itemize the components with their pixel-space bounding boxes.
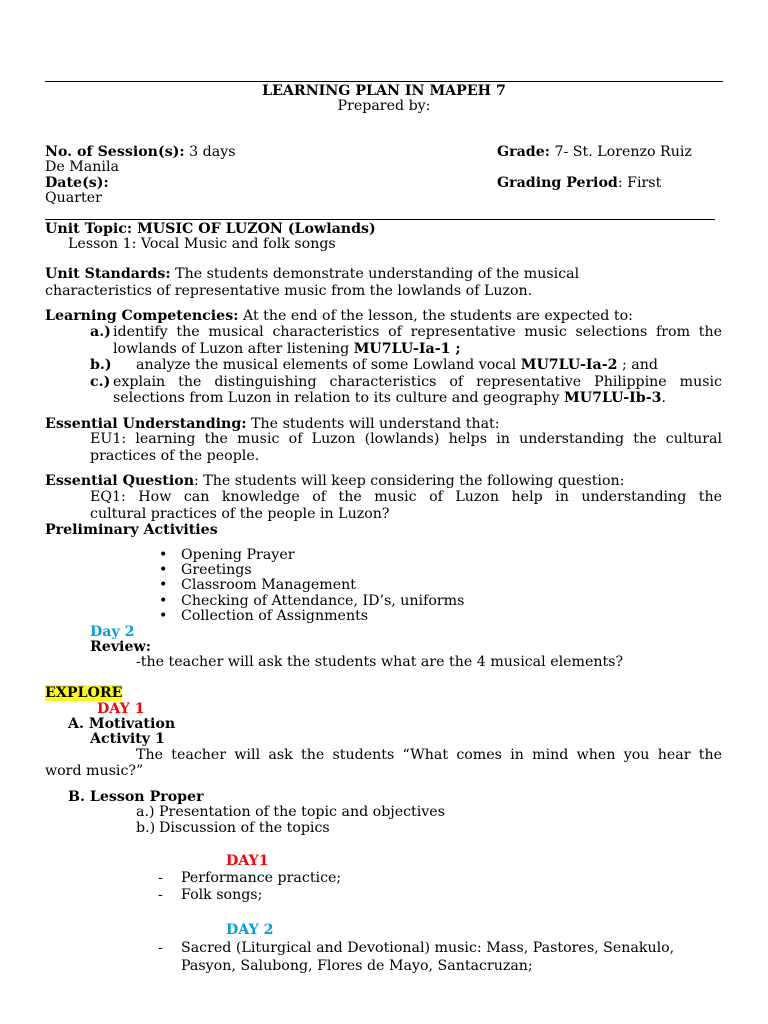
learning-competencies bbox=[45, 308, 633, 325]
competency-a-marker: a.) bbox=[90, 324, 111, 340]
competency-b-marker: b.) bbox=[90, 357, 112, 373]
day2-item-line1: Sacred (Liturgical and Devotional) music: Mass, Pastores, Senakulo, bbox=[181, 940, 675, 956]
standards-line2: characteristics of representative music from the lowlands of Luzon. bbox=[45, 283, 533, 299]
review-label: Review: bbox=[90, 639, 151, 655]
list-item: • Classroom Management bbox=[181, 577, 356, 594]
sessions-value: 3 days bbox=[184, 144, 236, 160]
list-item: Folk songs; bbox=[181, 887, 263, 903]
competency-b-text: analyze the musical elements of some Lowland vocal bbox=[136, 357, 521, 373]
list-item: • Collection of Assignments bbox=[181, 608, 368, 625]
document-title: LEARNING PLAN IN MAPEH 7 bbox=[262, 83, 506, 99]
list-item: • Opening Prayer bbox=[181, 547, 295, 564]
dates-label: Date(s): bbox=[45, 175, 109, 191]
day2-label: Day 2 bbox=[90, 624, 135, 640]
understanding-line1: EU1: learning the music of Luzon (lowlands) helps in understanding the cultural bbox=[90, 431, 722, 447]
dash-mark: - bbox=[158, 940, 163, 956]
grade-line bbox=[497, 144, 692, 161]
day2-topics-label: DAY 2 bbox=[226, 922, 274, 938]
sessions-label: No. of Session(s): bbox=[45, 144, 185, 160]
grade-continuation: De Manila bbox=[45, 159, 119, 175]
question-line2: cultural practices of the people in Luzon? bbox=[90, 506, 390, 522]
competency-c-text: selections from Luzon in relation to its culture and geography bbox=[113, 390, 565, 406]
activity-heading: Activity 1 bbox=[90, 731, 165, 747]
grade-value: 7- St. Lorenzo Ruiz bbox=[549, 144, 692, 160]
lesson-title: Lesson 1: Vocal Music and folk songs bbox=[68, 236, 336, 252]
understanding-line2: practices of the people. bbox=[90, 448, 260, 464]
explore-heading bbox=[45, 685, 122, 702]
day2-item-line2: Pasyon, Salubong, Flores de Mayo, Santacruzan; bbox=[181, 958, 533, 974]
lesson-proper-b-marker: b.) bbox=[136, 820, 156, 836]
list-item: • Greetings bbox=[181, 562, 252, 579]
lesson-proper-a: Presentation of the topic and objectives bbox=[159, 804, 445, 820]
activity-line1: The teacher will ask the students “What comes in mind when you hear the bbox=[136, 747, 722, 763]
top-rule bbox=[45, 81, 723, 82]
lesson-proper-b: Discussion of the topics bbox=[159, 820, 330, 836]
period-continuation: Quarter bbox=[45, 190, 102, 206]
explore-highlight: EXPLORE bbox=[45, 685, 123, 701]
competencies-intro: At the end of the lesson, the students are expected to: bbox=[238, 308, 633, 324]
competency-c-line1: explain the distinguishing characteristics of representative Philippine music bbox=[113, 374, 722, 390]
competency-c-code: MU7LU-Ib-3 bbox=[564, 390, 662, 406]
grade-label: Grade: bbox=[497, 144, 550, 160]
competency-c-tail: . bbox=[661, 390, 667, 406]
period-value: : First bbox=[617, 175, 662, 191]
question-label: Essential Question bbox=[45, 473, 195, 489]
question-intro: : The students will keep considering the following question: bbox=[194, 473, 625, 489]
understanding-label: Essential Understanding: bbox=[45, 416, 247, 432]
standards-label: Unit Standards: bbox=[45, 266, 171, 282]
prepared-by: Prepared by: bbox=[337, 98, 431, 114]
competency-b-code: MU7LU-Ia-2 bbox=[520, 357, 618, 373]
list-item: • Checking of Attendance, ID’s, uniforms bbox=[181, 593, 464, 610]
competency-a-line1: identify the musical characteristics of representative music selections from the bbox=[113, 324, 722, 340]
dash-mark: - bbox=[158, 887, 163, 903]
competencies-label: Learning Competencies: bbox=[45, 308, 239, 324]
motivation-heading: A. Motivation bbox=[68, 716, 176, 732]
understanding-intro: The students will understand that: bbox=[246, 416, 500, 432]
competency-a-code: MU7LU-Ia-1 ; bbox=[353, 341, 461, 357]
day1-topics-label: DAY1 bbox=[226, 853, 269, 869]
lesson-proper-a-marker: a.) bbox=[136, 804, 155, 820]
competency-a-line2 bbox=[113, 341, 461, 358]
lesson-proper-heading: B. Lesson Proper bbox=[68, 789, 204, 805]
list-item: Performance practice; bbox=[181, 870, 342, 886]
essential-question bbox=[45, 473, 624, 490]
competency-b-line bbox=[136, 357, 658, 374]
competency-a-text: lowlands of Luzon after listening bbox=[113, 341, 354, 357]
unit-standards bbox=[45, 266, 579, 283]
period-label: Grading Period bbox=[497, 175, 618, 191]
unit-topic: Unit Topic: MUSIC OF LUZON (Lowlands) bbox=[45, 221, 376, 237]
competency-c-line2 bbox=[113, 390, 666, 407]
competency-b-tail: ; and bbox=[617, 357, 658, 373]
review-text: -the teacher will ask the students what are the 4 musical elements? bbox=[136, 654, 624, 670]
dash-mark: - bbox=[158, 870, 163, 886]
period-line bbox=[497, 175, 661, 192]
preliminary-heading: Preliminary Activities bbox=[45, 522, 218, 538]
competency-c-marker: c.) bbox=[90, 374, 111, 390]
activity-line2: word music?” bbox=[45, 763, 144, 779]
standards-text: The students demonstrate understanding of the musical bbox=[170, 266, 580, 282]
info-rule bbox=[45, 219, 715, 220]
explore-day1: DAY 1 bbox=[97, 701, 145, 717]
question-line1: EQ1: How can knowledge of the music of Luzon help in understanding the bbox=[90, 489, 722, 505]
